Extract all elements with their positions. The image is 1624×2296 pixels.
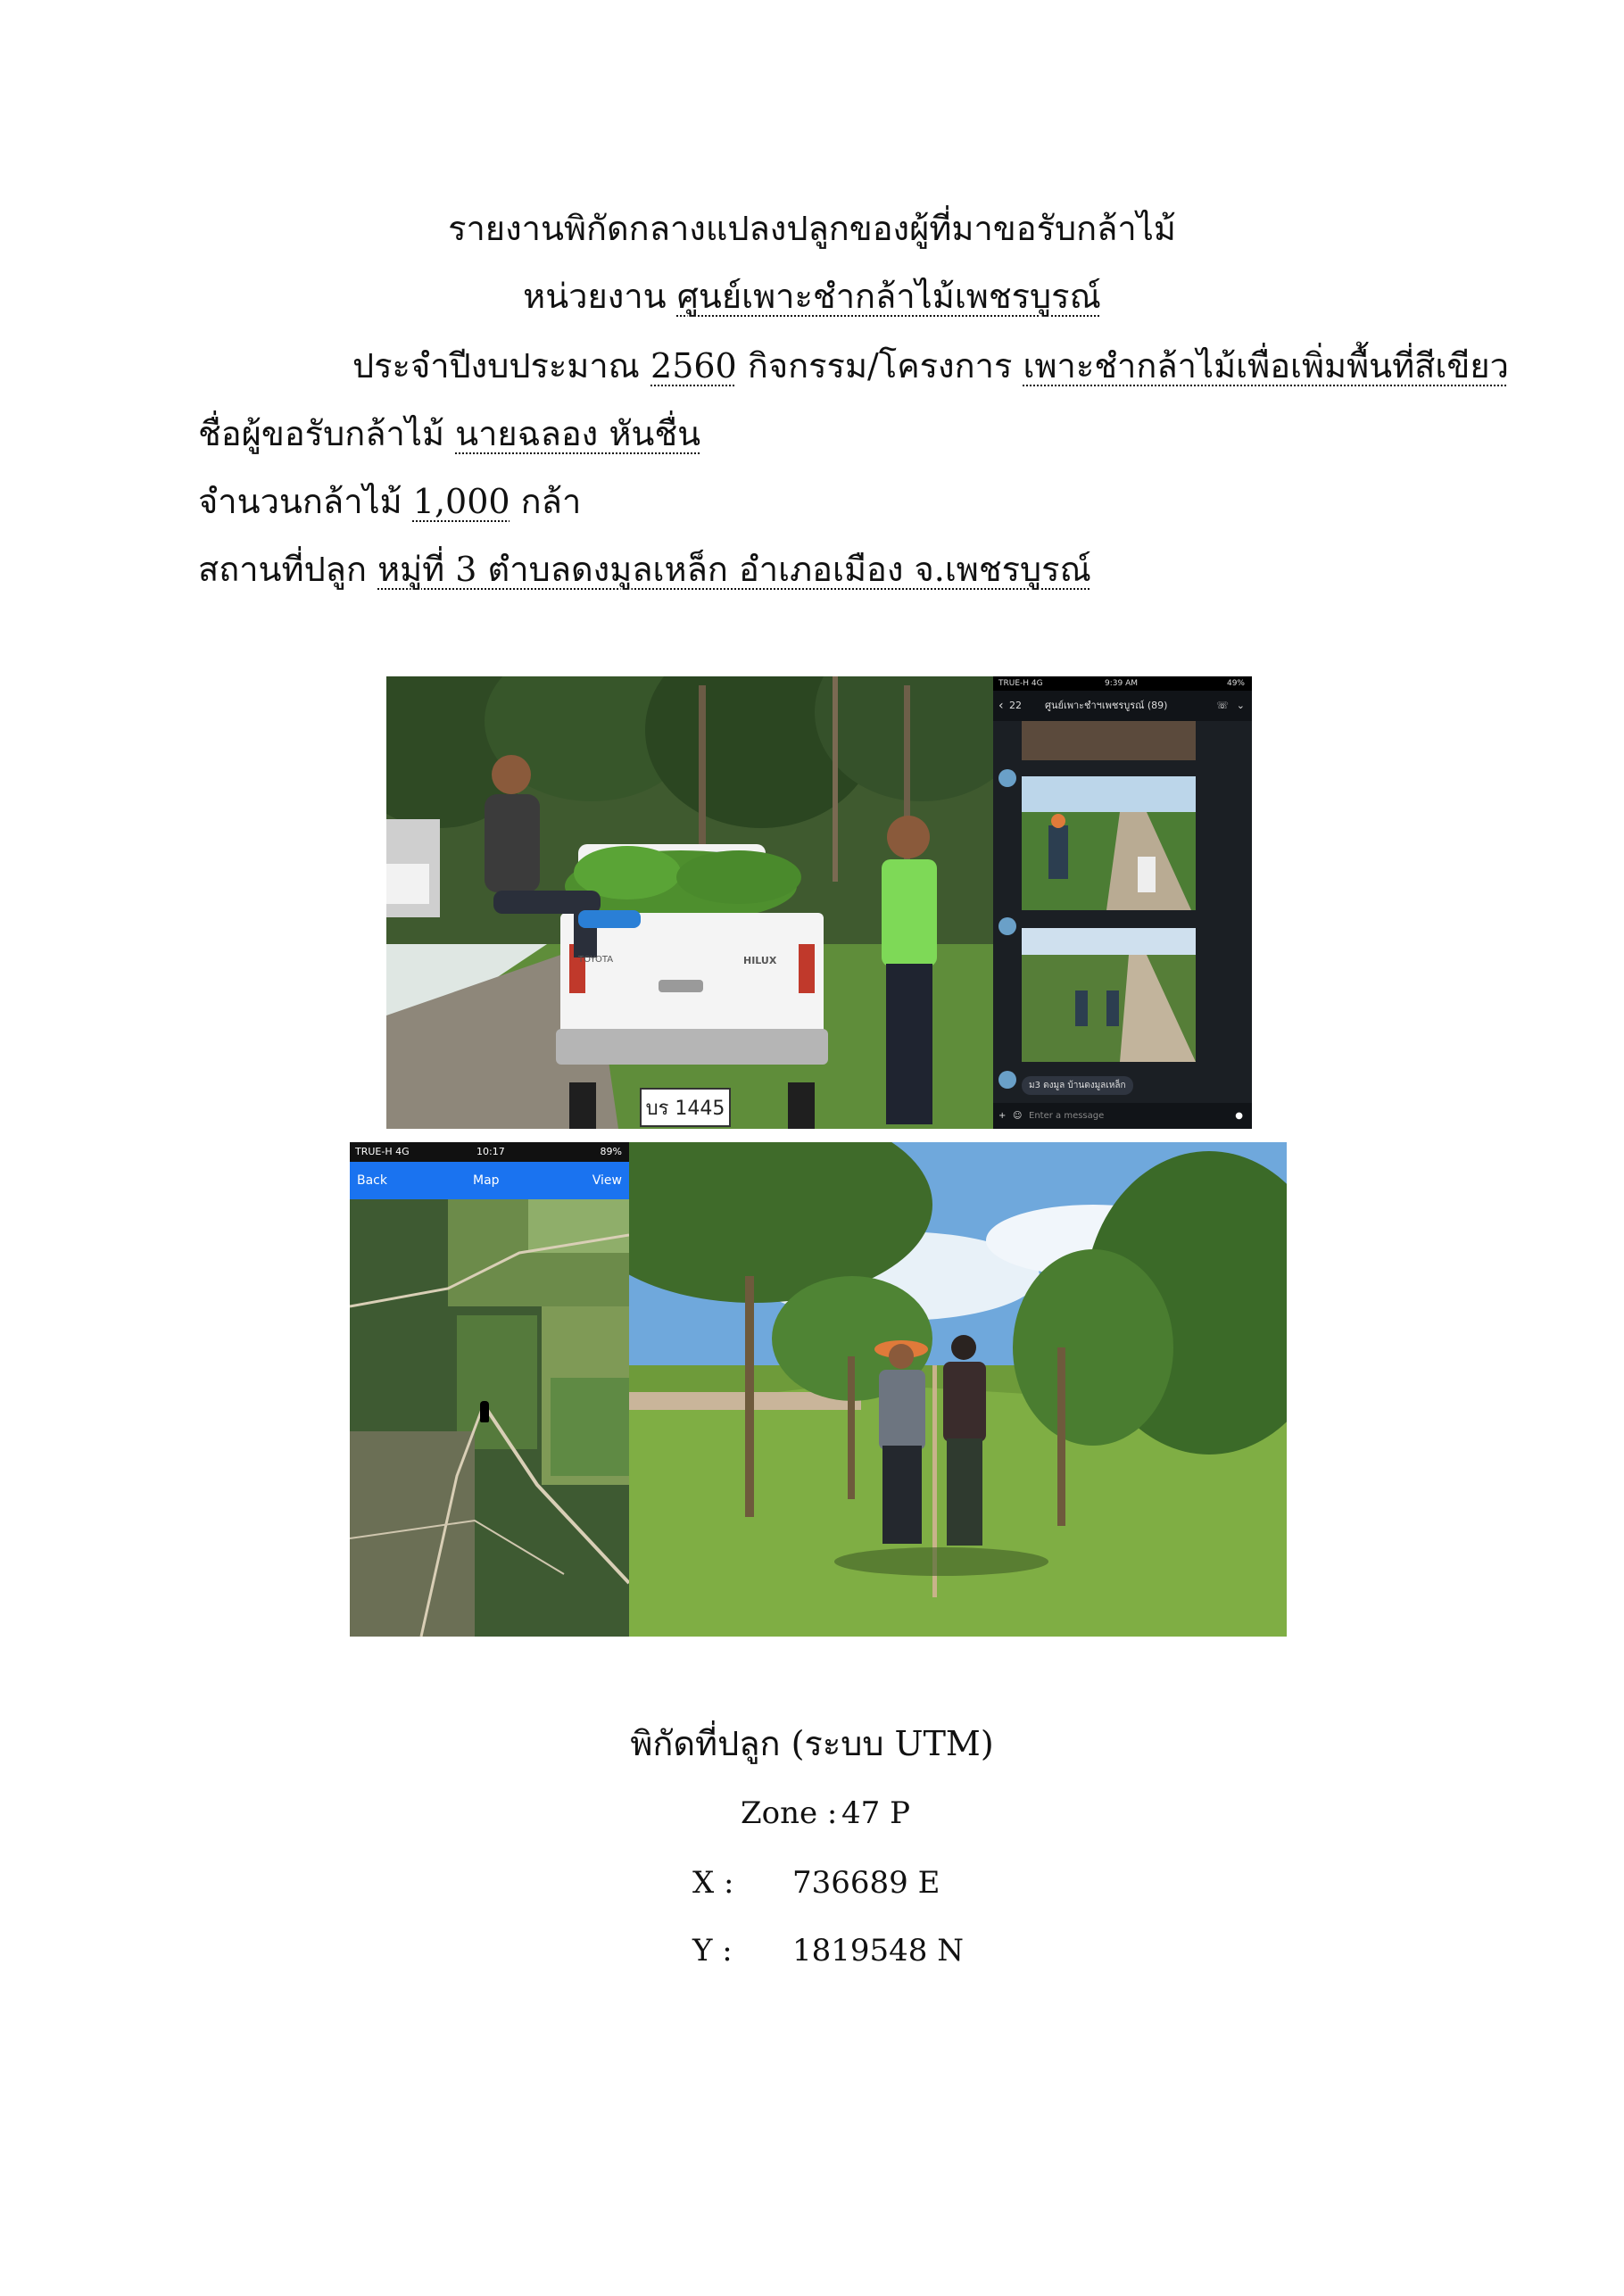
chat-screenshot <box>993 676 1252 1129</box>
mic-icon[interactable]: ● <box>1235 1111 1243 1121</box>
chat-header <box>993 691 1252 721</box>
coordinates-heading: พิกัดที่ปลูก (ระบบ UTM) <box>630 1724 994 1763</box>
chat-status-bar <box>993 676 1252 691</box>
x-label: X : <box>692 1865 734 1901</box>
recipient-label: ชื่อผู้ขอรับกล้าไม้ <box>198 414 445 453</box>
emoji-icon[interactable]: ☺ <box>1013 1111 1023 1121</box>
map-nav-title: Map <box>473 1173 500 1188</box>
person-location-icon[interactable] <box>480 1401 489 1422</box>
chat-message-bubble: ม3 ดงมูล บ้านดงมูลเหล็ก <box>1022 1076 1133 1095</box>
chat-image-2[interactable] <box>1022 776 1196 910</box>
location-label: สถานที่ปลูก <box>198 550 367 589</box>
x-value: 736689 E <box>792 1865 940 1901</box>
chat-back-count[interactable]: 22 <box>1009 700 1022 711</box>
map-battery: 89% <box>600 1146 622 1157</box>
truck-plate: บร 1445 <box>645 1098 725 1120</box>
amount-unit: กล้า <box>520 482 582 521</box>
chat-group-title: ศูนย์เพาะชำฯเพชรบูรณ์ (89) <box>1045 700 1168 711</box>
amount-value: 1,000 <box>412 482 510 521</box>
chat-carrier: TRUE-H 4G <box>998 679 1043 688</box>
chat-image-1[interactable] <box>1022 721 1196 760</box>
amount-line <box>198 480 581 523</box>
map-status-bar <box>350 1142 629 1162</box>
budget-label: ประจำปีงบประมาณ <box>352 346 640 385</box>
recipient-name: นายฉลอง หันชื่น <box>455 414 701 453</box>
recipient-line <box>198 412 700 455</box>
zone-label: Zone : <box>741 1795 838 1831</box>
field-photo <box>629 1142 1287 1637</box>
chat-input-bar <box>993 1103 1252 1129</box>
truck-model: HILUX <box>743 955 777 966</box>
map-back-button[interactable]: Back <box>357 1173 387 1188</box>
add-icon[interactable]: + <box>998 1111 1007 1121</box>
budget-year: 2560 <box>650 346 737 385</box>
location-value: หมู่ที่ 3 ตำบลดงมูลเหล็ก อำเภอเมือง จ.เพชรบูรณ์ <box>377 550 1091 589</box>
location-line <box>198 548 1091 591</box>
chat-call-icon[interactable]: ☏ <box>1216 700 1229 711</box>
unit-line <box>0 275 1624 318</box>
report-title: รายงานพิกัดกลางแปลงปลูกของผู้ที่มาขอรับกล้าไม้ <box>448 209 1176 248</box>
y-value: 1819548 N <box>792 1933 964 1969</box>
map-nav-bar <box>350 1162 629 1199</box>
road-scene <box>1022 928 1196 1062</box>
amount-label: จำนวนกล้าไม้ <box>198 482 402 521</box>
truck-brand: TOYOTA <box>578 955 614 965</box>
satellite-map[interactable] <box>350 1199 629 1637</box>
map-carrier: TRUE-H 4G <box>355 1146 410 1157</box>
truck-scene <box>386 676 993 1129</box>
unit-value: ศูนย์เพาะชำกล้าไม้เพชรบูรณ์ <box>676 277 1101 316</box>
chat-battery: 49% <box>1226 679 1245 688</box>
chat-back-icon[interactable]: ‹ <box>998 699 1004 713</box>
chat-avatar-3[interactable] <box>998 1071 1016 1089</box>
map-screenshot <box>350 1142 629 1637</box>
activity-value: เพาะชำกล้าไม้เพื่อเพิ่มพื้นที่สีเขียว <box>1023 346 1509 385</box>
map-time: 10:17 <box>476 1146 505 1157</box>
activity-label: กิจกรรม/โครงการ <box>747 346 1013 385</box>
truck-photo <box>386 676 993 1129</box>
y-label: Y : <box>692 1933 733 1969</box>
chat-avatar[interactable] <box>998 769 1016 787</box>
chat-image-3[interactable] <box>1022 928 1196 1062</box>
chat-avatar-2[interactable] <box>998 917 1016 935</box>
map-view-button[interactable]: View <box>592 1173 622 1188</box>
chat-chevron-down-icon[interactable]: ⌄ <box>1236 700 1245 711</box>
unit-label: หน่วยงาน <box>523 277 667 316</box>
road-work-scene <box>1022 776 1196 910</box>
zone-value: 47 P <box>841 1795 910 1831</box>
satellite-imagery <box>350 1199 629 1637</box>
field-scene <box>629 1142 1287 1637</box>
chat-time: 9:39 AM <box>1105 679 1138 688</box>
chat-input[interactable]: Enter a message <box>1029 1111 1105 1121</box>
budget-line <box>352 344 1509 387</box>
